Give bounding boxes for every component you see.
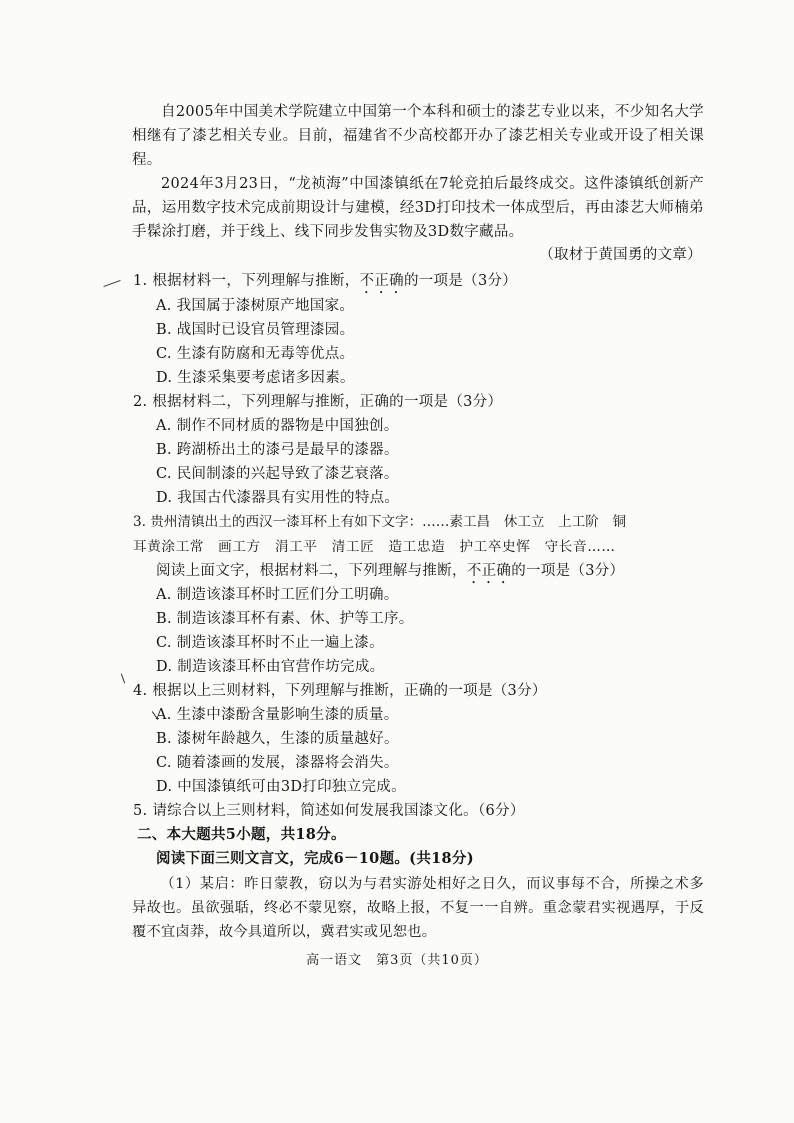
question-3-option-b: B. 制造该漆耳杯有素、休、护等工序。: [156, 611, 414, 627]
material-paragraph-1: 自2005年中国美术学院建立中国第一个本科和硕士的漆艺专业以来，不少知名大学相继有了漆艺相关专业。目前，福建省不少高校都开办了漆艺相关专业或开设了相关课程。: [132, 104, 704, 168]
section-2-instruction: 阅读下面三则文言文，完成6－10题。(共18分): [156, 850, 474, 867]
question-5-stem: 5. 请综合以上三则材料，简述如何发展我国漆文化。（6分）: [133, 803, 525, 819]
page-footer: 高一语文 第3页（共10页）: [306, 953, 488, 968]
emphasis-not-correct: 不正确: [359, 273, 404, 289]
material-paragraph-2: 2024年3月23日，“龙祯海”中国漆镇纸在7轮竞拍后最终成交。这件漆镇纸创新产品，运用数字技术完成前期设计与建模，经3D打印技术一体成型后，再由漆艺大师楠弟手髹涂打磨，并于线上、线下同步发售实物及3D数字藏品。: [132, 176, 704, 240]
section-2-heading: 二、本大题共5小题，共18分。: [137, 826, 346, 843]
question-4-stem: 4. 根据以上三则材料，下列理解与推断，正确的一项是（3分）: [133, 683, 547, 699]
question-1-option-d: D. 生漆采集要考虑诸多因素。: [156, 370, 355, 386]
question-2-option-d: D. 我国古代漆器具有实用性的特点。: [156, 490, 400, 506]
material-source: （取材于黄国勇的文章）: [539, 247, 702, 263]
question-1-option-c: C. 生漆有防腐和无毒等优点。: [156, 346, 355, 362]
question-3-instruction: 阅读上面文字，根据材料二，下列理解与推断，不正确的一项是（3分）: [156, 563, 625, 579]
question-1-stem: 1. 根据材料一，下列理解与推断，不正确的一项是（3分）: [133, 273, 518, 289]
question-4-option-c: C. 随着漆画的发展，漆器将会消失。: [156, 755, 399, 771]
question-2-option-c: C. 民间制漆的兴起导致了漆艺衰落。: [156, 466, 399, 482]
question-3-option-d: D. 制造该漆耳杯由官营作坊完成。: [156, 659, 385, 675]
question-2-option-b: B. 跨湖桥出土的漆弓是最早的漆器。: [156, 442, 399, 458]
question-2-stem: 2. 根据材料二，下列理解与推断，正确的一项是（3分）: [133, 394, 503, 410]
question-1-option-a: A. 我国属于漆树原产地国家。: [156, 298, 355, 314]
question-4-option-b: B. 漆树年龄越久，生漆的质量越好。: [156, 731, 399, 747]
question-2-option-a: A. 制作不同材质的器物是中国独创。: [156, 418, 399, 434]
question-3-stem-line-2: 耳黄涂工常 画工方 涓工平 清工匠 造工忠造 护工卒史恽 守长音……: [133, 539, 616, 555]
question-3-option-a: A. 制造该漆耳杯时工匠们分工明确。: [156, 587, 399, 603]
question-4-option-d: D. 中国漆镇纸可由3D打印独立完成。: [156, 779, 406, 795]
pen-mark: [121, 674, 125, 684]
question-4-option-a: A. 生漆中漆酚含量影响生漆的质量。: [156, 707, 399, 723]
classical-passage-1: （1）某启：昨日蒙教，窃以为与君实游处相好之日久，而议事每不合，所操之术多异故也。虽欲强聒，终必不蒙见察，故略上报，不复一一自辨。重念蒙君实视遇厚，于反覆不宜卤莽，故今具道所以，冀君实或见恕也。: [132, 876, 704, 940]
question-1-option-b: B. 战国时已设官员管理漆园。: [156, 322, 355, 338]
question-3-option-c: C. 制造该漆耳杯时不止一遍上漆。: [156, 635, 384, 651]
question-3-stem-line-1: 3. 贵州清镇出土的西汉一漆耳杯上有如下文字：……素工昌 休工立 上工阶 铜: [133, 514, 627, 530]
emphasis-not-correct: 不正确: [466, 563, 512, 579]
pen-mark: [103, 280, 120, 287]
